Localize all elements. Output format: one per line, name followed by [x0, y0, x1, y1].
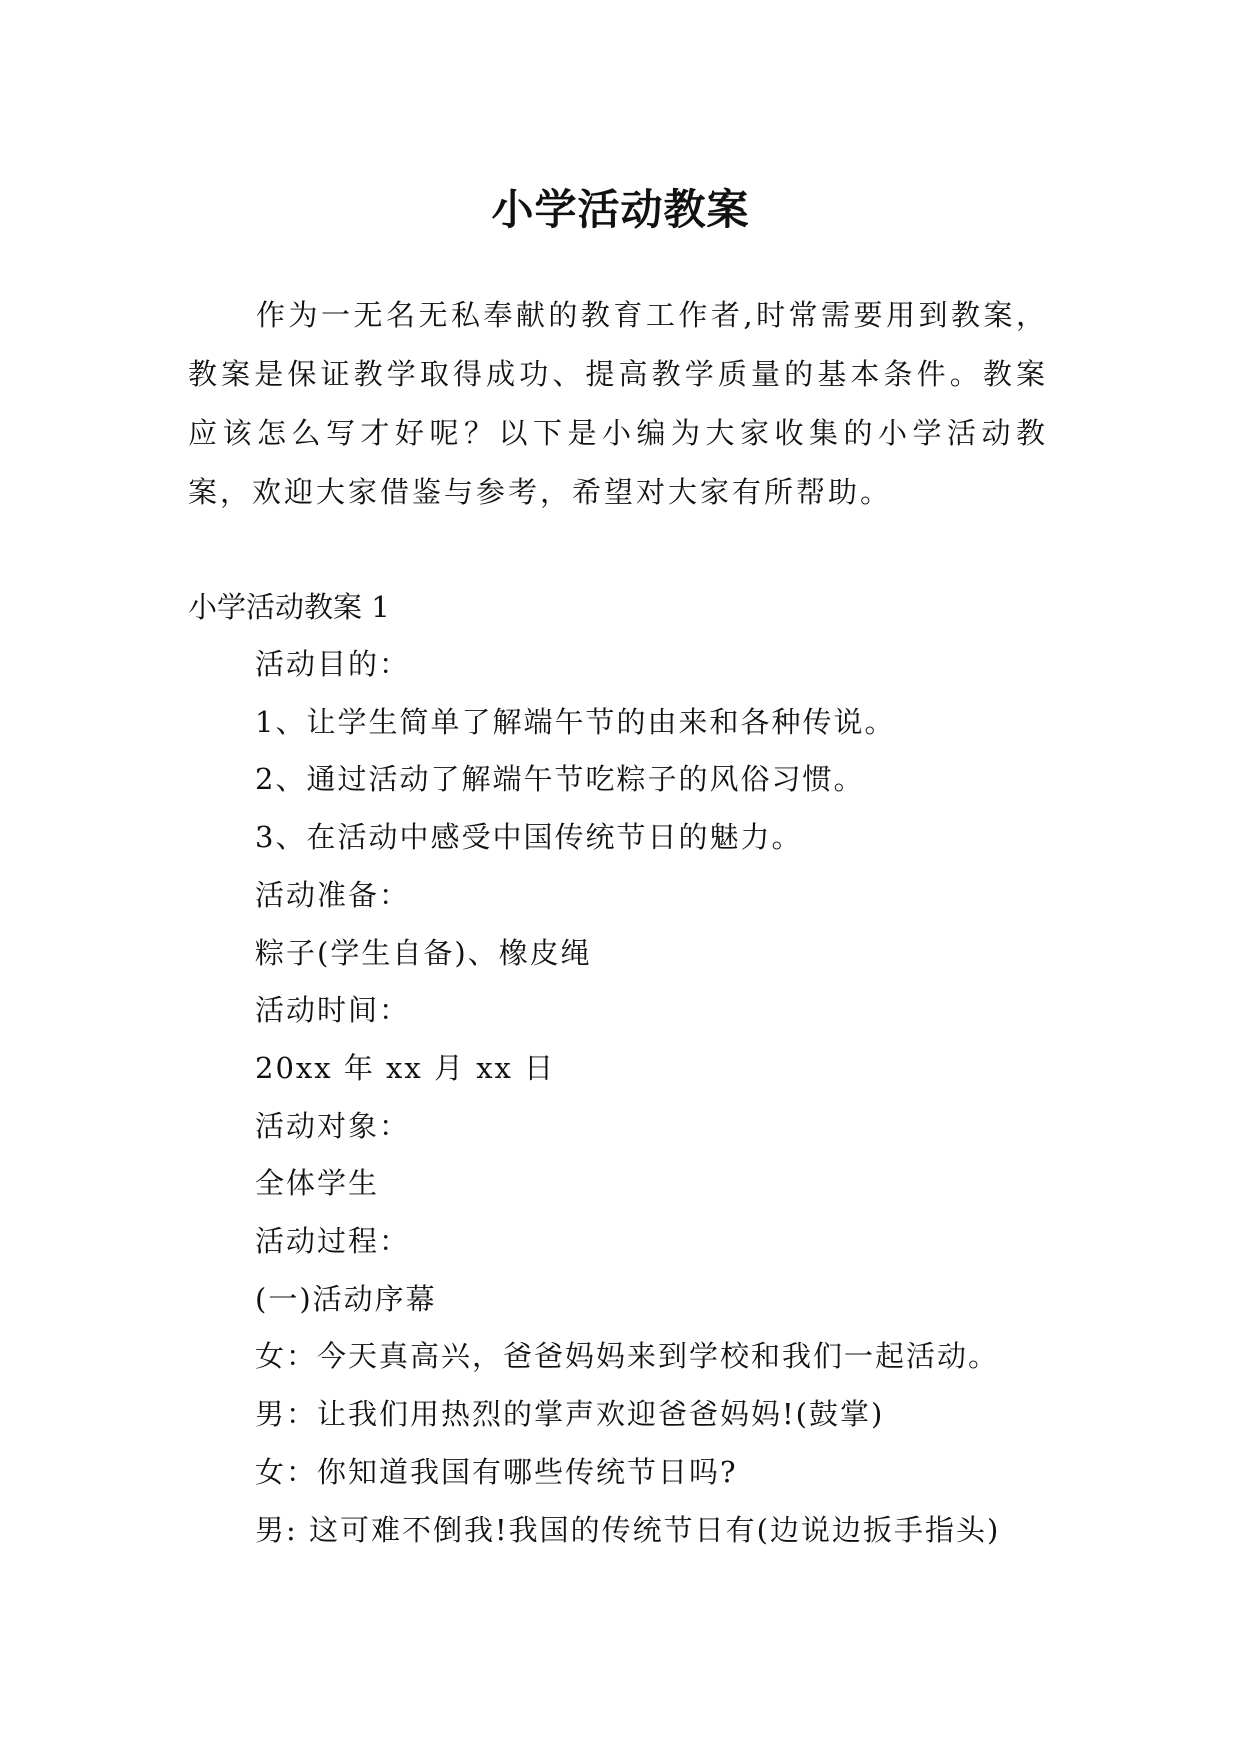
content-line: 3、在活动中感受中国传统节日的魅力。 [255, 820, 803, 855]
content-line: 全体学生 [255, 1166, 380, 1201]
content-line: 男: 这可难不倒我!我国的传统节日有(边说边扳手指头) [255, 1512, 1001, 1547]
content-line: 活动目的： [255, 647, 411, 681]
content-line: 粽子(学生自备)、橡皮绳 [255, 935, 592, 970]
document-title: 小学活动教案 [491, 185, 750, 235]
content-line: 女：你知道我国有哪些传统节日吗? [255, 1454, 738, 1489]
content-line: (一)活动序幕 [255, 1281, 437, 1316]
intro-paragraph: 作为一无名无私奉献的教育工作者,时常需要用到教案，教案是保证教学取得成功、提高教学质量的基本条件。教案应该怎么写才好呢？以下是小编为大家收集的小学活动教案，欢迎大家借鉴与参考，希望对大家有所帮助。 [188, 298, 1048, 509]
content-lines [255, 636, 1000, 1559]
content-line: 20xx 年 xx 月 xx 日 [255, 1050, 556, 1085]
content-line: 活动准备： [255, 877, 411, 912]
content-line: 2、通过活动了解端午节吃粽子的风俗习惯。 [255, 762, 865, 797]
content-line: 活动过程： [255, 1224, 411, 1259]
content-line: 男：让我们用热烈的掌声欢迎爸爸妈妈!(鼓掌) [255, 1397, 885, 1432]
content-line: 活动对象： [255, 1108, 411, 1143]
section-heading: 小学活动教案 1 [188, 590, 390, 624]
content-line: 活动时间： [255, 993, 411, 1028]
content-line: 女：今天真高兴，爸爸妈妈来到学校和我们一起活动。 [255, 1339, 1000, 1374]
content-line: 1、让学生简单了解端午节的由来和各种传说。 [255, 704, 896, 739]
